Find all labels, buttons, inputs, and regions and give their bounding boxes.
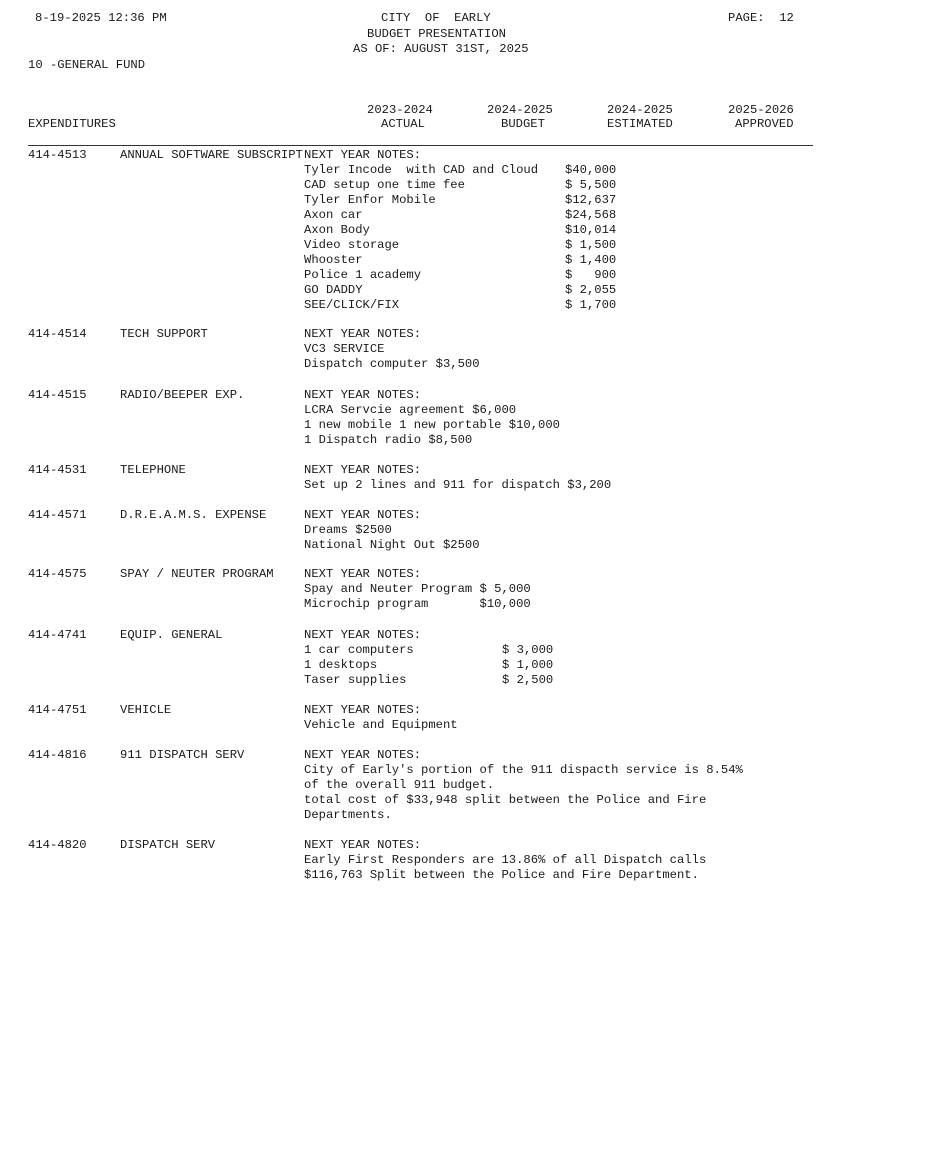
notes-block [304, 463, 611, 493]
note-line: Set up 2 lines and 911 for dispatch $3,200 [304, 478, 612, 492]
notes-block [304, 327, 480, 372]
account-description: SPAY / NEUTER PROGRAM [120, 567, 274, 581]
note-item-amount: $12,637 [565, 193, 617, 207]
note-item-amount: $10,014 [565, 223, 617, 237]
note-line: of the overall 911 budget. [304, 778, 495, 792]
note-item-text: Police 1 academy [304, 268, 422, 282]
note-item-text: 1 desktops [304, 658, 378, 672]
note-item-text: Axon Body [304, 223, 370, 237]
notes-heading: NEXT YEAR NOTES: [304, 628, 422, 642]
as-of-date: AS OF: AUGUST 31ST, 2025 [353, 42, 529, 56]
note-line: VC3 SERVICE [304, 342, 385, 356]
account-description: RADIO/BEEPER EXP. [120, 388, 245, 402]
note-item-amount: $ 1,700 [565, 298, 617, 312]
notes-heading: NEXT YEAR NOTES: [304, 838, 422, 852]
account-number: 414-4531 [28, 463, 87, 477]
note-item-text: Whooster [304, 253, 363, 267]
account-number: 414-4820 [28, 838, 87, 852]
note-line: Dispatch computer $3,500 [304, 357, 480, 371]
note-item-amount: $24,568 [565, 208, 617, 222]
account-number: 414-4575 [28, 567, 87, 581]
note-line: City of Early's portion of the 911 dispacth service is 8.54% [304, 763, 743, 777]
note-line: 1 Dispatch radio $8,500 [304, 433, 473, 447]
note-line: $116,763 Split between the Police and Fire Department. [304, 868, 699, 882]
account-description: EQUIP. GENERAL [120, 628, 223, 642]
note-line: Vehicle and Equipment [304, 718, 458, 732]
notes-heading: NEXT YEAR NOTES: [304, 148, 422, 162]
amounts-column [502, 643, 553, 688]
notes-heading: NEXT YEAR NOTES: [304, 463, 422, 477]
account-description: TELEPHONE [120, 463, 186, 477]
amounts-column [565, 163, 616, 313]
notes-heading: NEXT YEAR NOTES: [304, 327, 422, 341]
section-label: EXPENDITURES [28, 117, 116, 131]
note-item-amount: $ 900 [565, 268, 617, 282]
note-line: Dreams $2500 [304, 523, 392, 537]
note-item-text: 1 car computers [304, 643, 414, 657]
note-item-amount: $ 1,500 [565, 238, 617, 252]
col-approved-year: 2025-2026 [728, 103, 794, 117]
report-title: BUDGET PRESENTATION [367, 27, 506, 41]
note-line: National Night Out $2500 [304, 538, 480, 552]
notes-heading: NEXT YEAR NOTES: [304, 508, 422, 522]
note-item-text: Tyler Enfor Mobile [304, 193, 436, 207]
account-description: DISPATCH SERV [120, 838, 216, 852]
notes-block [304, 748, 743, 823]
account-number: 414-4571 [28, 508, 87, 522]
col-approved-label: APPROVED [735, 117, 794, 131]
note-item-text: Axon car [304, 208, 363, 222]
header-divider [28, 145, 813, 146]
note-line: Spay and Neuter Program $ 5,000 [304, 582, 531, 596]
note-item-text: SEE/CLICK/FIX [304, 298, 400, 312]
account-description: D.R.E.A.M.S. EXPENSE [120, 508, 267, 522]
note-item-amount: $ 1,000 [502, 658, 554, 672]
note-item-amount: $ 1,400 [565, 253, 617, 267]
notes-block [304, 838, 706, 883]
notes-block [304, 628, 421, 688]
col-budget-year: 2024-2025 [487, 103, 553, 117]
notes-block [304, 508, 480, 553]
col-actual-label: ACTUAL [381, 117, 425, 131]
account-number: 414-4741 [28, 628, 87, 642]
account-number: 414-4514 [28, 327, 87, 341]
account-description: 911 DISPATCH SERV [120, 748, 245, 762]
note-item-text: Video storage [304, 238, 400, 252]
note-item-text: GO DADDY [304, 283, 363, 297]
note-line: Early First Responders are 13.86% of all Dispatch calls [304, 853, 707, 867]
notes-heading: NEXT YEAR NOTES: [304, 703, 422, 717]
account-number: 414-4751 [28, 703, 87, 717]
col-budget-label: BUDGET [501, 117, 545, 131]
page-number: PAGE: 12 [728, 11, 794, 25]
account-description: ANNUAL SOFTWARE SUBSCRIPT [120, 148, 303, 162]
city-name: CITY OF EARLY [381, 11, 491, 25]
note-item-text: Tyler Incode with CAD and Cloud [304, 163, 539, 177]
note-line: total cost of $33,948 split between the Police and Fire [304, 793, 707, 807]
note-item-amount: $ 2,055 [565, 283, 617, 297]
notes-block [304, 388, 560, 448]
account-number: 414-4515 [28, 388, 87, 402]
fund-label: 10 -GENERAL FUND [28, 58, 146, 72]
note-line: Departments. [304, 808, 392, 822]
note-line: Microchip program $10,000 [304, 597, 531, 611]
note-item-text: CAD setup one time fee [304, 178, 465, 192]
col-estimated-label: ESTIMATED [607, 117, 673, 131]
account-description: VEHICLE [120, 703, 172, 717]
notes-block [304, 703, 458, 733]
account-number: 414-4513 [28, 148, 87, 162]
notes-block [304, 567, 531, 612]
col-actual-year: 2023-2024 [367, 103, 433, 117]
note-item-amount: $ 5,500 [565, 178, 617, 192]
run-datetime: 8-19-2025 12:36 PM [35, 11, 167, 25]
account-number: 414-4816 [28, 748, 87, 762]
note-item-amount: $ 2,500 [502, 673, 554, 687]
notes-heading: NEXT YEAR NOTES: [304, 748, 422, 762]
note-item-amount: $ 3,000 [502, 643, 554, 657]
note-item-text: Taser supplies [304, 673, 407, 687]
account-description: TECH SUPPORT [120, 327, 208, 341]
note-item-amount: $40,000 [565, 163, 617, 177]
notes-block [304, 148, 538, 313]
notes-heading: NEXT YEAR NOTES: [304, 388, 422, 402]
note-line: LCRA Servcie agreement $6,000 [304, 403, 517, 417]
col-estimated-year: 2024-2025 [607, 103, 673, 117]
notes-heading: NEXT YEAR NOTES: [304, 567, 422, 581]
note-line: 1 new mobile 1 new portable $10,000 [304, 418, 560, 432]
